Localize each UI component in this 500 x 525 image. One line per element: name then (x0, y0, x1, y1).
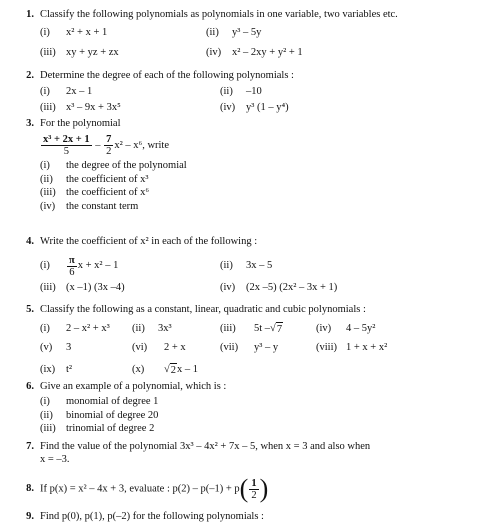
question-text: For the polynomial (40, 118, 121, 129)
question-text: Classify the following polynomials as polynomials in one variable, two variables etc. (40, 9, 398, 20)
item: (ix) t² (40, 364, 73, 375)
item: (iv) x² – 2xy + y² + 1 (206, 47, 303, 58)
item: (x) √ 2 x – 1 (132, 364, 199, 376)
item: (i) the degree of the polynomial (40, 160, 187, 171)
item: (i) 2 – x² + x³ (40, 323, 110, 334)
item: (i) 2x – 1 (40, 86, 93, 97)
question-text: Determine the degree of each of the following polynomials : (40, 70, 294, 81)
question-number: 4. (26, 236, 34, 247)
question-8 (6, 476, 490, 502)
item: (iv) (2x –5) (2x² – 3x + 1) (220, 282, 338, 293)
item: (i) x² + x + 1 (40, 27, 108, 38)
item: (iv) the constant term (40, 200, 139, 212)
item: (ii) 3x³ (132, 323, 172, 334)
question-text: If p(x) = x² – 4x + 3, evaluate : p(2) – p(–1) + p( $\frac{1}{2}$ ) (40, 474, 269, 503)
question-number: 9. (26, 511, 34, 522)
polynomial-formula: $\frac{\text{x³ + 2x + 1}}{5}$ – $\frac{7}{2}$ x² – x⁶, write (43, 134, 170, 157)
question-5 (6, 303, 490, 378)
question-text: Find the value of the polynomial 3x³ – 4x² + 7x – 5, when x = 3 and also when (40, 441, 371, 452)
question-number: 3. (26, 118, 34, 129)
item: (iii) (x –1) (3x –4) (40, 282, 125, 293)
item: (iii) 5t – √ 7 (220, 323, 283, 335)
item: (iii) x³ – 9x + 3x⁵ (40, 102, 121, 113)
item: (iii) trinomial of degree 2 (40, 423, 155, 434)
question-text: Give an example of a polynomial, which is : (40, 381, 227, 392)
item: (iv) y³ (1 – y⁴) (220, 102, 289, 113)
question-number: 7. (26, 441, 34, 452)
item: (ii) –10 (220, 86, 262, 97)
question-7 (6, 440, 490, 466)
question-6 (6, 380, 490, 436)
item: (ii) 3x – 5 (220, 260, 273, 271)
item: (ii) the coefficient of x³ (40, 173, 149, 185)
question-number: 6. (26, 381, 34, 392)
question-4 (6, 235, 490, 295)
question-text: Classify the following as a constant, linear, quadratic and cubic polynomials : (40, 304, 366, 315)
item: (ii) y³ – 5y (206, 27, 262, 38)
question-number: 5. (26, 304, 34, 315)
question-number: 2. (26, 70, 34, 81)
question-number: 1. (26, 9, 34, 20)
question-text: Find p(0), p(1), p(–2) for the following polynomials : (40, 511, 264, 522)
item: (vii) y³ – y (220, 342, 279, 353)
item: (i) $\frac{\pi}{6}$ x + x² – 1 (40, 254, 119, 278)
question-9 (6, 510, 490, 523)
question-3 (6, 117, 490, 213)
item: (viii) 1 + x + x² (316, 342, 388, 353)
question-1 (6, 8, 490, 60)
question-text-continued: x = –3. (40, 454, 70, 465)
question-number: 8. (26, 483, 34, 495)
item: (iv) 4 – 5y² (316, 323, 376, 334)
item: (i) monomial of degree 1 (40, 396, 159, 407)
item: (iii) xy + yz + zx (40, 47, 119, 58)
question-2 (6, 69, 490, 115)
question-text: Write the coefficient of x² in each of the following : (40, 236, 258, 247)
item: (ii) binomial of degree 20 (40, 409, 159, 421)
item: (vi) 2 + x (132, 342, 186, 353)
item: (iii) the coefficient of x⁶ (40, 187, 150, 198)
item: (v) 3 (40, 342, 72, 353)
